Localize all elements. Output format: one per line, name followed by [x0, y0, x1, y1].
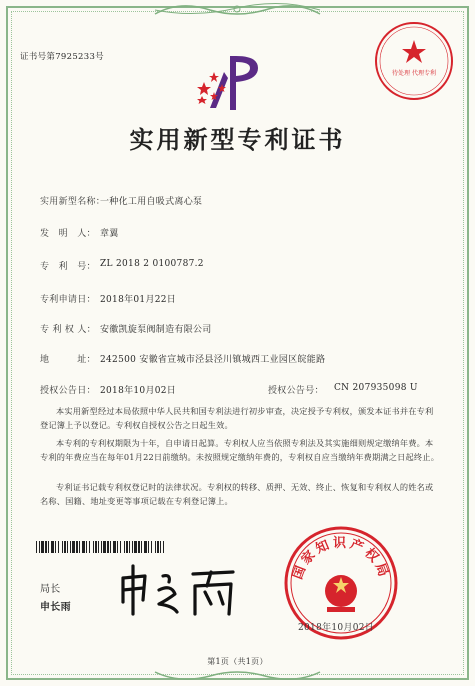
patent-no-label: 专 利 号： [40, 262, 96, 272]
handwritten-signature [115, 560, 245, 620]
agency-seal [373, 20, 455, 102]
inventor-label: 发 明 人： [40, 229, 96, 239]
seal-date: 2018年10月02日 [298, 623, 375, 633]
grant-no-value: CN 207935098 U [334, 383, 418, 393]
official-seal-text: 国家知识产权局 [290, 536, 392, 582]
grant-no-label: 授权公告号： [268, 386, 324, 396]
signatory-name: 申长雨 [40, 602, 71, 613]
body-paragraph: 专利证书记载专利权登记时的法律状况。专利权的转移、质押、无效、终止、恢复和专利权人的姓名或名称、国籍、地址变更等事项记载在专利登记簿上。 [40, 482, 434, 506]
name-label: 实用新型名称： [40, 197, 106, 207]
grant-date-value: 2018年10月02日 [100, 386, 177, 396]
patent-office-emblem [196, 52, 271, 114]
bottom-ornament [150, 668, 325, 686]
address-value: 242500 安徽省宣城市泾县泾川镇城西工业园区皖能路 [100, 355, 326, 365]
filing-date-value: 2018年01月22日 [100, 295, 177, 305]
page-number: 第1页（共1页） [207, 657, 268, 666]
holder-value: 安徽凯旋泵阀制造有限公司 [100, 325, 212, 335]
body-paragraph: 本实用新型经过本局依照中华人民共和国专利法进行初步审查，决定授予专利权，颁发本证书并在专利登记簿上予以登记。专利权自授权公告之日起生效。 [40, 406, 434, 430]
address-label: 地 址： [40, 355, 96, 365]
patent-no-value: ZL 2018 2 0100787.2 [100, 259, 204, 269]
filing-date-label: 专利申请日： [40, 295, 96, 305]
name-value: 一种化工用自吸式离心泵 [100, 197, 203, 207]
signatory-title: 局长 [40, 584, 61, 595]
inventor-value: 章翼 [100, 229, 119, 239]
holder-label: 专 利 权 人： [40, 325, 96, 335]
top-ornament [150, 0, 325, 20]
body-paragraph: 本专利的专利权期限为十年，自申请日起算。专利权人应当依照专利法及其实施细则规定缴纳年费。本专利的年费应当在每年01月22日前缴纳。未按照规定缴纳年费的，专利权自应当缴纳年费期满之日起终止。 [40, 438, 440, 462]
grant-date-label: 授权公告日： [40, 386, 96, 396]
agency-seal-inner-text: 待处理 代理专利 [392, 70, 436, 77]
certificate-title: 实用新型专利证书 [129, 126, 346, 154]
barcode [36, 541, 166, 553]
certificate-number: 证书号第7925233号 [20, 52, 104, 62]
